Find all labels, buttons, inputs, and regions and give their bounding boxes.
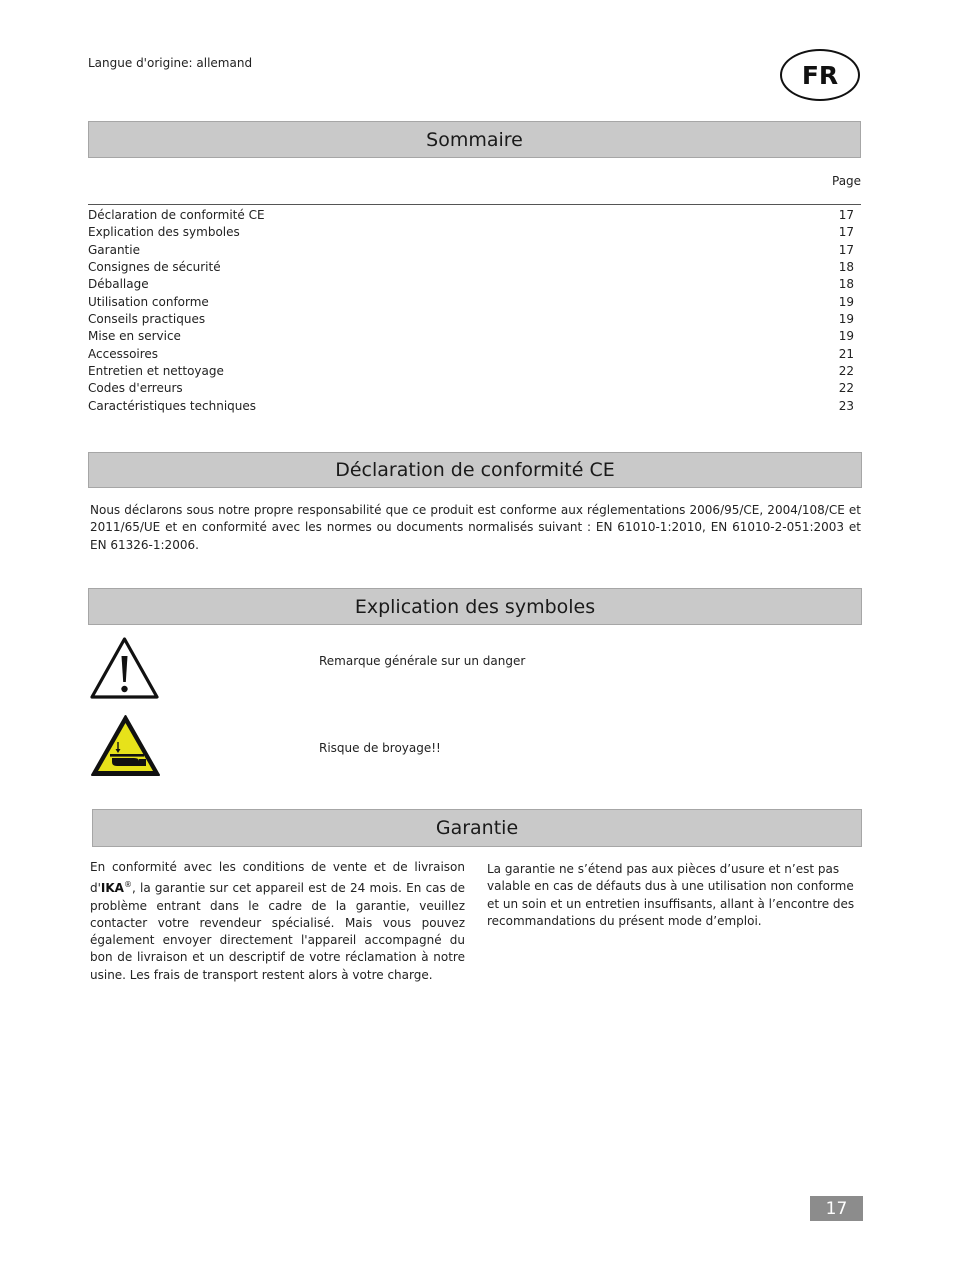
declaration-heading: Déclaration de conformité CE	[88, 452, 862, 488]
toc-entry-page: 19	[838, 312, 854, 327]
brand-name: IKA	[100, 881, 124, 896]
toc-entry-label: Entretien et nettoyage	[88, 364, 224, 379]
toc-entry-page: 17	[838, 208, 854, 222]
toc-page-column-heading: Page	[832, 174, 862, 188]
crush-hazard-icon	[90, 714, 161, 777]
toc-entry-page: 17	[838, 242, 854, 257]
general-danger-label: Remarque générale sur un danger	[319, 654, 526, 668]
language-badge: FR	[780, 49, 860, 101]
toc-entry-page: 22	[838, 364, 854, 379]
toc-entry[interactable]	[88, 380, 854, 397]
toc-entry-label: Conseils practiques	[88, 312, 206, 327]
toc-entry-page: 22	[838, 381, 854, 396]
toc-entry[interactable]	[88, 328, 854, 345]
declaration-text: Nous déclarons sous notre propre responsabilité que ce produit est conforme aux réglementations 2006/95/CE, 2004/108/CE et 2011/65/UE et en conformité avec les normes ou documents normalisés suivant : EN 61010-1:2010, EN 61010-2-051:2003 et EN 61326-1:2006.	[90, 503, 861, 552]
general-danger-icon	[89, 636, 160, 700]
toc-entry-page: 17	[838, 225, 854, 240]
warranty-text-col2: La garantie ne s’étend pas aux pièces d’usure et n’est pas valable en cas de défauts dus à une utilisation non conforme et un soin et un entretien insuffisants, allant à l’encontre des recommandations du présent mode d’emploi.	[487, 862, 855, 928]
registered-mark: ®	[123, 880, 132, 890]
toc-entry-page: 21	[838, 346, 854, 361]
toc-entry[interactable]	[88, 224, 854, 241]
table-of-contents	[88, 207, 854, 415]
symbols-heading: Explication des symboles	[88, 588, 862, 625]
page-number: 17	[810, 1196, 863, 1221]
toc-entry-label: Consignes de sécurité	[88, 260, 221, 275]
original-language-note: Langue d'origine: allemand	[88, 56, 253, 70]
crush-hazard-label: Risque de broyage!!	[319, 741, 441, 755]
toc-entry[interactable]	[88, 346, 854, 363]
toc-entry-label: Déclaration de conformité CE	[88, 208, 265, 222]
toc-entry[interactable]	[88, 207, 854, 224]
warranty-heading: Garantie	[92, 809, 862, 847]
toc-entry-label: Explication des symboles	[88, 225, 240, 240]
warranty-text-col1: En conformité avec les conditions de vente et de livraison d'IKA®, la garantie sur cet appareil est de 24 mois. En cas de problème entrant dans le cadre de la garantie, veuillez contacter votre revendeur spécialisé. Mais vous pouvez également envoyer directement l'appareil accompagné du bon de livraison et un descriptif de votre réclamation à notre usine. Les frais de transport restent alors à votre charge.	[90, 860, 465, 982]
toc-entry[interactable]	[88, 294, 854, 311]
toc-entry-label: Caractéristiques techniques	[88, 398, 257, 413]
toc-divider	[88, 204, 861, 205]
toc-entry-label: Mise en service	[88, 329, 181, 344]
toc-entry-label: Déballage	[88, 277, 149, 292]
toc-entry[interactable]	[88, 398, 854, 415]
toc-entry-label: Codes d'erreurs	[88, 381, 183, 396]
toc-entry-page: 19	[838, 294, 854, 309]
toc-entry[interactable]	[88, 259, 854, 276]
toc-entry-page: 23	[838, 398, 854, 413]
toc-entry[interactable]	[88, 242, 854, 259]
toc-entry-label: Accessoires	[88, 346, 159, 361]
toc-entry[interactable]	[88, 311, 854, 328]
toc-entry-page: 18	[838, 260, 854, 275]
toc-entry[interactable]	[88, 363, 854, 380]
toc-entry-label: Utilisation conforme	[88, 294, 209, 309]
toc-entry-page: 18	[838, 277, 854, 292]
sommaire-heading: Sommaire	[88, 121, 861, 158]
toc-entry-page: 19	[838, 329, 854, 344]
toc-entry-label: Garantie	[88, 242, 140, 257]
toc-entry[interactable]	[88, 276, 854, 293]
